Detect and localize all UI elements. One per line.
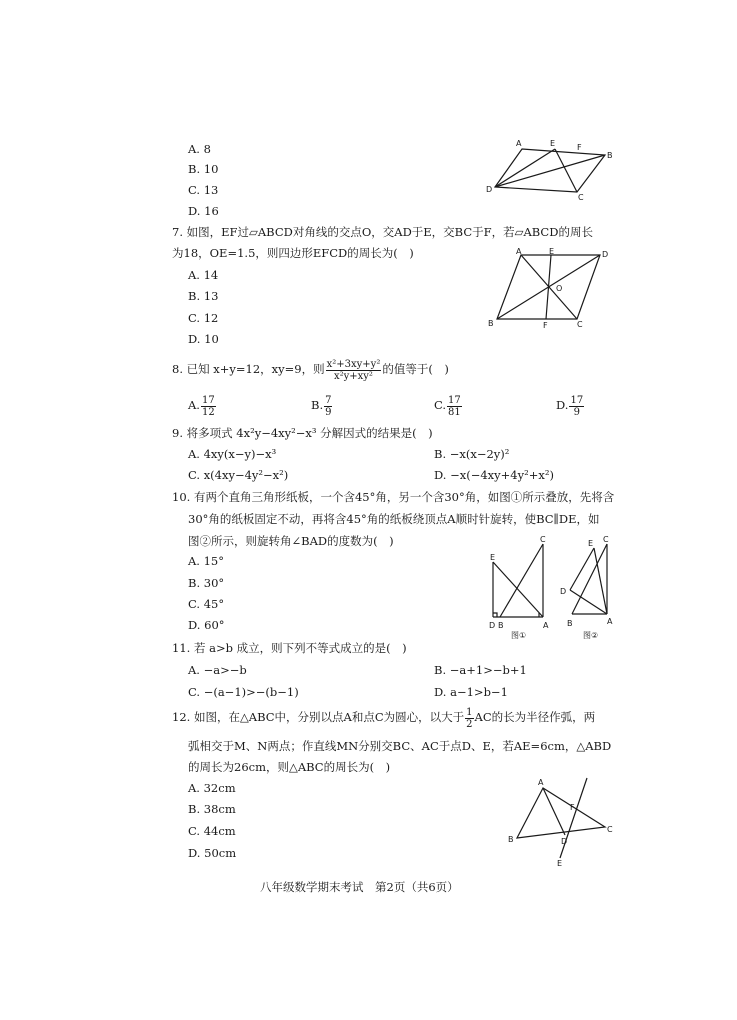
fig10b-label-d: D — [560, 587, 567, 596]
q8-option-a-letter: A. — [188, 398, 200, 412]
q10-figure-1 — [486, 534, 556, 644]
q12-stem-line2: 弧相交于M、N两点；作直线MN分别交BC、AC于点D、E，若AE=6cm，△ABD — [188, 739, 612, 753]
fig10a-label-a: A — [543, 621, 549, 630]
q8-option-d-fraction — [569, 395, 584, 418]
q11-option-b: B. −a+1>−b+1 — [434, 663, 527, 677]
fig6-label-a: A — [516, 139, 522, 148]
q8-frac-denominator: x²y+xy² — [333, 370, 373, 382]
fig7-label-c: C — [577, 320, 583, 329]
q12-stem-line3: 的周长为26cm，则△ABC的周长为( ) — [188, 760, 391, 774]
q8-option-c-num: 17 — [448, 394, 461, 406]
q8-option-b-num: 7 — [325, 394, 332, 406]
fig7-label-f: F — [543, 321, 548, 330]
q8-main-fraction — [326, 359, 382, 382]
q8-option-d-letter: D. — [556, 398, 569, 412]
q8-option-a-num: 17 — [201, 394, 215, 406]
q11-stem: 11. 若 a>b 成立，则下列不等式成立的是( ) — [172, 641, 407, 655]
fig12-label-c: C — [607, 825, 613, 834]
q8-option-d-num: 17 — [570, 394, 584, 406]
q12-half-fraction — [465, 707, 473, 730]
q10-stem-line2: 30°角的纸板固定不动，再将含45°角的纸板绕顶点A顺时针旋转，使BC∥DE，如 — [188, 512, 600, 526]
fig7-label-d: D — [602, 250, 609, 259]
fig6-label-f: F — [577, 143, 582, 152]
q10-option-d: D. 60° — [188, 618, 225, 632]
q6-option-a: A. 8 — [188, 142, 211, 156]
q9-option-a: A. 4xy(x−y)−x³ — [188, 447, 277, 461]
fig10b-label-b: B — [567, 619, 573, 628]
q12-half-den: 2 — [466, 718, 473, 730]
fig10a-caption: 图① — [511, 631, 527, 640]
q6-figure — [480, 138, 620, 200]
q8-option-b-letter: B. — [311, 398, 324, 412]
q7-option-b: B. 13 — [188, 289, 219, 303]
q8-option-c-letter: C. — [434, 398, 447, 412]
q9-option-c: C. x(4xy−4y²−x²) — [188, 468, 289, 482]
q9-stem: 9. 将多项式 4x²y−4xy²−x³ 分解因式的结果是( ) — [172, 426, 433, 440]
q12-half-num: 1 — [466, 706, 473, 718]
fig7-label-o: O — [556, 284, 563, 293]
q8-stem-suffix: 的值等于( ) — [382, 362, 449, 376]
q12-option-d: D. 50cm — [188, 846, 237, 860]
q7-stem-line1: 7. 如图，EF过▱ABCD对角线的交点O，交AD于E，交BC于F，若▱ABCD的周长 — [172, 225, 593, 239]
q10-option-a: A. 15° — [188, 554, 224, 568]
q10-option-c: C. 45° — [188, 597, 225, 611]
q8-option-a-fraction — [201, 395, 216, 418]
fig6-label-e: E — [550, 139, 556, 148]
fig6-label-c: C — [578, 193, 584, 202]
fig12-label-f: F — [570, 803, 575, 812]
q12-line1-pre: 12. 如图，在△ABC中，分别以点A和点C为圆心，以大于 — [172, 710, 465, 724]
fig7-label-a: A — [516, 247, 522, 256]
fig7-label-b: B — [488, 319, 494, 328]
fig7-label-e: E — [549, 247, 555, 256]
q7-option-a: A. 14 — [188, 268, 219, 282]
q8-option-a-den: 12 — [201, 406, 215, 418]
q9-option-b: B. −x(x−2y)² — [434, 447, 510, 461]
q12-option-c: C. 44cm — [188, 824, 236, 838]
q10-figure-2 — [558, 534, 623, 644]
fig6-label-b: B — [607, 151, 613, 160]
q8-stem — [172, 358, 449, 382]
q12-stem-line1 — [172, 706, 595, 730]
fig10a-label-e: E — [490, 553, 496, 562]
fig12-label-e: E — [557, 859, 563, 868]
fig10a-label-c: C — [540, 535, 546, 544]
page-footer: 八年级数学期末考试 第2页（共6页） — [260, 880, 459, 894]
q6-option-c: C. 13 — [188, 183, 219, 197]
q8-option-c — [434, 393, 463, 418]
q12-option-a: A. 32cm — [188, 781, 236, 795]
fig10b-label-c: C — [603, 535, 609, 544]
q11-option-a: A. −a>−b — [188, 663, 247, 677]
q8-stem-prefix: 8. 已知 x+y=12，xy=9，则 — [172, 362, 325, 376]
fig10a-label-b: B — [498, 621, 504, 630]
q7-option-c: C. 12 — [188, 311, 219, 325]
q7-figure — [485, 246, 615, 334]
fig6-label-d: D — [486, 185, 493, 194]
q8-option-a — [188, 393, 217, 418]
q12-figure — [505, 770, 625, 870]
q8-option-d-den: 9 — [573, 406, 581, 418]
fig12-label-a: A — [538, 778, 544, 787]
fig12-label-d: D — [561, 837, 568, 846]
q7-option-d: D. 10 — [188, 332, 219, 346]
fig12-label-b: B — [508, 835, 514, 844]
q12-option-b: B. 38cm — [188, 802, 236, 816]
q6-option-b: B. 10 — [188, 162, 219, 176]
q8-option-b-fraction — [324, 395, 332, 418]
q8-option-b-den: 9 — [325, 406, 332, 418]
fig10b-label-a: A — [607, 617, 613, 626]
q10-stem-line1: 10. 有两个直角三角形纸板，一个含45°角，另一个含30°角，如图①所示叠放，先将含 — [172, 490, 615, 504]
q8-frac-numerator: x²+3xy+y² — [326, 358, 381, 370]
q8-option-b — [311, 393, 333, 418]
q8-option-c-den: 81 — [448, 406, 461, 418]
q9-option-d: D. −x(−4xy+4y²+x²) — [434, 468, 554, 482]
q12-line1-post: AC的长为半径作弧，两 — [474, 710, 596, 724]
fig10b-caption: 图② — [583, 631, 599, 640]
q10-stem-line3: 图②所示，则旋转角∠BAD的度数为( ) — [188, 534, 394, 548]
q11-option-d: D. a−1>b−1 — [434, 685, 508, 699]
q8-option-c-fraction — [447, 395, 462, 418]
q6-option-d: D. 16 — [188, 204, 219, 218]
fig10a-label-d: D — [489, 621, 496, 630]
q11-option-c: C. −(a−1)>−(b−1) — [188, 685, 299, 699]
q10-option-b: B. 30° — [188, 576, 225, 590]
q7-stem-line2: 为18，OE=1.5，则四边形EFCD的周长为( ) — [172, 246, 414, 260]
fig10b-label-e: E — [588, 539, 594, 548]
q8-option-d — [556, 393, 585, 418]
